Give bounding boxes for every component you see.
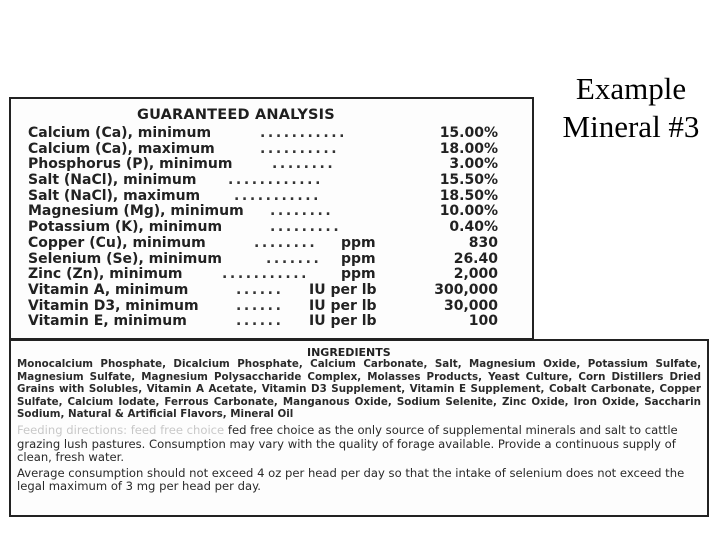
leader-dots: .......... [260,140,340,157]
analysis-unit: ppm [341,250,376,267]
analysis-value: 18.50% [439,187,498,204]
analysis-value: 3.00% [449,156,498,173]
slide-title-line2: Mineral #3 [562,109,700,144]
analysis-value: 0.40% [449,219,498,236]
analysis-label: Selenium (Se), minimum [28,250,222,267]
analysis-value: 18.00% [439,140,498,157]
analysis-unit: IU per lb [309,281,377,298]
analysis-value: 830 [468,234,498,251]
guaranteed-analysis-heading: GUARANTEED ANALYSIS [137,107,335,123]
analysis-row [28,314,498,330]
ingredients-list: Monocalcium Phosphate, Dicalcium Phosphate, Calcium Carbonate, Salt, Magnesium Oxide, Potassium Sulfate, Magnesium Sulfate, Magnesium Polysaccharide Complex, Molasses Products, Yeast Culture, Corn Distillers Dried Grains with Solubles, Vitamin A Acetate, Vitamin D3 Supplement, Vitamin E Supplement, Cobalt Carbonate, Copper Sulfate, Calcium Iodate, Ferrous Carbonate, Manganous Oxide, Sodium Selenite, Zinc Oxide, Iron Oxide, Saccharin Sodium, Natural & Artificial Flavors, Mineral Oil [17,358,701,421]
feeding-directions-para1 [17,424,701,465]
analysis-row [28,189,498,205]
analysis-value: 100 [468,313,498,330]
leader-dots: ...... [236,313,284,330]
analysis-value: 2,000 [453,266,498,283]
analysis-label: Calcium (Ca), minimum [28,125,212,141]
analysis-label: Salt (NaCl), minimum [28,172,197,189]
analysis-row [28,299,498,315]
analysis-label: Potassium (K), minimum [28,219,223,236]
leader-dots: ............ [228,172,324,189]
analysis-unit: ppm [341,266,376,283]
analysis-row [28,252,498,268]
analysis-label: Vitamin E, minimum [28,313,187,330]
analysis-row [28,126,498,142]
analysis-row [28,267,498,283]
feeding-directions-text: fed free choice as the only source of supplemental minerals and salt to cattle grazing lush pastures. Consumption may vary with the quality of forage available. Provide a continuous supply of clean, fresh water. [17,423,678,465]
faded-text: Feeding directions: feed free choice [17,423,225,437]
analysis-unit: IU per lb [309,297,377,314]
analysis-value: 15.00% [439,125,498,141]
slide-title-line1: Example [575,71,687,106]
analysis-value: 300,000 [434,281,498,298]
analysis-row [28,283,498,299]
guaranteed-analysis-panel [9,97,534,340]
analysis-label: Zinc (Zn), minimum [28,266,183,283]
analysis-row [28,157,498,173]
analysis-row [28,173,498,189]
analysis-row [28,142,498,158]
analysis-unit: ppm [341,234,376,251]
analysis-label: Vitamin D3, minimum [28,297,199,314]
analysis-unit: IU per lb [309,313,377,330]
analysis-label: Copper (Cu), minimum [28,234,206,251]
analysis-label: Calcium (Ca), maximum [28,140,215,157]
guaranteed-analysis-table [28,126,498,330]
leader-dots: ....... [266,250,322,267]
leader-dots: ...... [236,281,284,298]
leader-dots: ........... [260,125,348,141]
leader-dots: ........ [272,156,336,173]
ingredients-heading: INGREDIENTS [307,346,391,359]
slide-title [556,70,706,146]
analysis-row [28,220,498,236]
ingredients-panel [9,339,709,517]
feeding-directions [17,424,701,496]
analysis-label: Salt (NaCl), maximum [28,187,201,204]
analysis-label: Magnesium (Mg), minimum [28,203,244,220]
leader-dots: ........ [270,203,334,220]
analysis-row [28,236,498,252]
leader-dots: ........... [222,266,310,283]
analysis-label: Vitamin A, minimum [28,281,189,298]
analysis-value: 10.00% [439,203,498,220]
analysis-row [28,204,498,220]
leader-dots: ...... [236,297,284,314]
analysis-label: Phosphorus (P), minimum [28,156,233,173]
feeding-directions-para2: Average consumption should not exceed 4 oz per head per day so that the intake of selenium does not exceed the legal maximum of 3 mg per head per day. [17,465,685,494]
leader-dots: ........ [254,234,318,251]
analysis-value: 30,000 [443,297,498,314]
leader-dots: ........... [234,187,322,204]
analysis-value: 26.40 [453,250,498,267]
leader-dots: ......... [270,219,342,236]
analysis-value: 15.50% [439,172,498,189]
